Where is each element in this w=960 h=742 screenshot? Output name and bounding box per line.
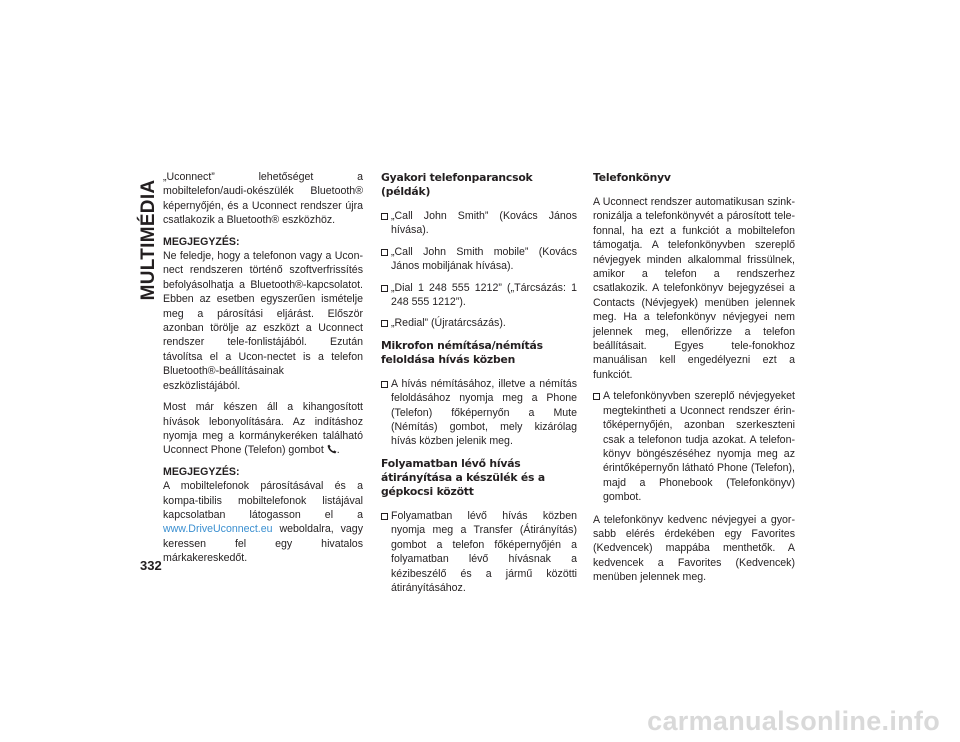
list-item: „Dial 1 248 555 1212” („Tárcsázás: 1 248 555 1212”). [381,281,577,310]
section-heading: Telefonkönyv [593,171,671,184]
checkbox-bullet-icon [593,393,600,400]
phone-handset-icon [327,444,337,454]
paragraph: A telefonkönyv kedvenc névjegyei a gyor-sabb elérés érdekében egy Favorites (Kedvencek) mappába menthetők. A kedvencek a Favorites (Kedvencek) menüben jelennek meg. [593,513,795,584]
bullet-list [381,209,577,331]
checkbox-bullet-icon [381,320,388,327]
paragraph: „Uconnect” lehetőséget a mobiltelefon/audi-okészülék Bluetooth® képernyőjén, és a Uconnect rendszer újra csatlakozik a Bluetooth® eszközhöz. [163,171,363,227]
note-label: MEGJEGYZÉS: [163,465,240,478]
list-item: „Call John Smith” (Kovács János hívása). [381,209,577,238]
checkbox-bullet-icon [381,249,388,256]
section-heading: Mikrofon némítása/némítás feloldása hívás közben [381,338,543,366]
bullet-list [381,509,577,595]
list-item: Folyamatban lévő hívás közben nyomja meg a Transfer (Átirányítás) gombot a telefon főképernyőjén a folyamatban lévő hívásnak a kézibeszélő és a jármű közötti átirányításához. [381,509,577,595]
website-link[interactable]: www.DriveUconnect.eu [163,523,273,536]
section-title: MULTIMÉDIA [138,179,159,301]
bullet-list [381,377,577,449]
note-text: Ne feledje, hogy a telefonon vagy a Ucon-nect rendszeren történő szoftverfrissítés befolyásolhatja a Bluetooth®-kapcsolatot. Ebben az esetben egyszerűen ismételje meg a párosítási eljárást. Először azonban törölje az eszközt a Uconnect rendszer tele-fonlistájából. Ezután távolítsa el a Ucon-nectet is a telefon Bluetooth®-beállításainak eszközlistájából. [163,250,363,392]
checkbox-bullet-icon [381,513,388,520]
column-2 [381,171,577,603]
paragraph: A Uconnect rendszer automatikusan szink-ronizálja a telefonkönyvét a párosított tele-fonnal, ha ezt a funkciót a mobiltelefon támogatja. A telefonkönyvben szereplő névjegyek minden alkalommal frissülnek, amikor a telefon a rendszerhez csatlakozik. A telefonkönyv bejegyzései a Contacts (Névjegyek) menüben jelennek meg. Ha a telefonkönyv névjegyei nem jelennek meg, ellenőrizze a telefon beállításait. Egyes tele-fonokhoz manuálisan kell engedélyezni ezt a funkciót. [593,196,795,381]
page-number: 332 [140,558,162,573]
watermark: carmanualsonline.info [647,706,940,736]
list-item: A hívás némításához, illetve a némítás feloldásához nyomja meg a Phone (Telefon) főképernyőn a Mute (Némítás) gombot, mely kizárólag hívás közben jelenik meg. [381,377,577,449]
section-heading: Folyamatban lévő hívás átirányítása a készülék és a gépkocsi között [381,456,545,498]
note-label: MEGJEGYZÉS: [163,235,240,248]
column-3 [593,171,795,592]
note-text: A mobiltelefonok párosításával és a kompa-tibilis mobiltelefonok listájával kapcsolatban látogasson el a www.DriveUconnect.eu weboldalra, vagy keressen fel egy hivatalos márkakereskedőt. [163,480,363,565]
list-item: „Redial” (Újratárcsázás). [381,316,577,330]
bullet-list [593,389,795,504]
column-1 [163,170,363,573]
list-item: „Call John Smith mobile” (Kovács János mobiljának hívása). [381,245,577,274]
checkbox-bullet-icon [381,213,388,220]
paragraph: Most már készen áll a kihangosított hívások lebonyolítására. Az indításhoz nyomja meg a kormánykeréken található Uconnect Phone (Telefon) gombot . [163,401,363,457]
section-heading: Gyakori telefonparancsok (példák) [381,171,533,198]
list-item: A telefonkönyvben szereplő névjegyeket megtekintheti a Uconnect rendszer érin-tőképernyőjén, azonban szerkeszteni csak a telefonon tudja azokat. A telefon-könyv böngészéséhez nyomja meg az érintőképernyőn látható Phone (Telefon), majd a Phonebook (Telefonkönyv) gombot. [593,389,795,504]
checkbox-bullet-icon [381,381,388,388]
checkbox-bullet-icon [381,285,388,292]
